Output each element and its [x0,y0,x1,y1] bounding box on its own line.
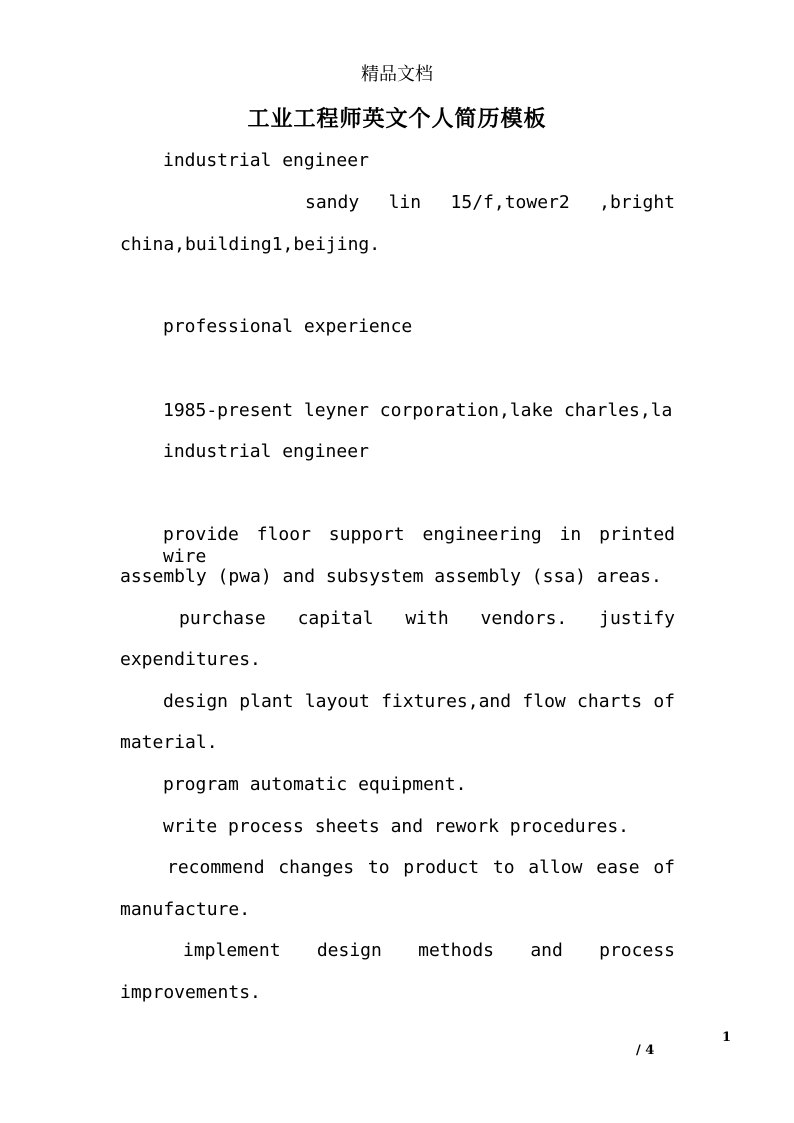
section-heading: professional experience [163,316,413,337]
page-number: 1 [722,1030,732,1045]
employment-line: 1985-present leyner corporation,lake charles,la [163,400,673,421]
duty-line: design plant layout fixtures,and flow charts of [163,691,675,712]
duty-line-cont: manufacture. [120,899,251,920]
duty-line: purchase capital with vendors. justify [179,608,675,629]
position-line: industrial engineer [163,441,369,462]
contact-line-cont: china,building1,beijing. [120,234,381,255]
duty-line-cont: assembly (pwa) and subsystem assembly (ssa) areas. [120,566,662,587]
page-total: / 4 [636,1043,655,1058]
duty-line: provide floor support engineering in printed wire [163,524,675,567]
duty-line: write process sheets and rework procedures. [163,816,629,837]
duty-line-cont: improvements. [120,982,261,1003]
job-title-line: industrial engineer [163,150,369,171]
duty-line: program automatic equipment. [163,774,467,795]
document-title: 工业工程师英文个人简历模板 [247,106,547,132]
duty-line: recommend changes to product to allow ease of [167,857,675,878]
duty-line-cont: expenditures. [120,649,261,670]
page-header: 精品文档 [361,64,433,85]
contact-line: sandy lin 15/f,tower2 ,bright [305,192,675,213]
duty-line-cont: material. [120,732,218,753]
duty-line: implement design methods and process [183,940,675,961]
